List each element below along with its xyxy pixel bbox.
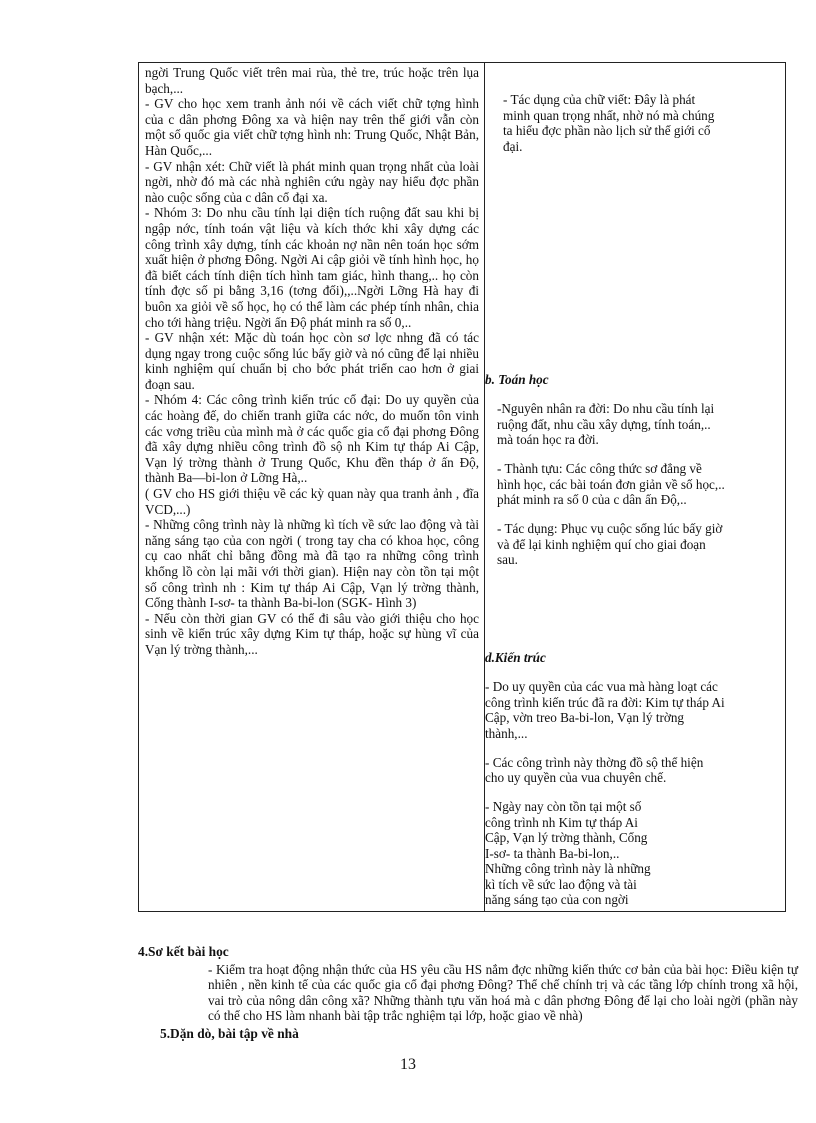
- architecture-heading: d.Kiến trúc: [485, 650, 546, 666]
- left-paragraph-7: ( GV cho HS giới thiệu về các kỳ quan này qua tranh ảnh , đĩa VCD,...): [145, 486, 479, 517]
- teacher-activity-column: [145, 65, 479, 658]
- left-paragraph-3: - GV nhận xét: Chữ viết là phát minh quan trọng nhất của loài ngời, nhờ đó mà các nhà nghiên cứu ngày nay hiểu đợc phần nào cuộc sống của c dân cổ đại xa.: [145, 158, 479, 205]
- lesson-footer: [138, 944, 798, 1042]
- architecture-item-3: - Ngày nay còn tồn tại một số công trình nh Kim tự tháp Ai Cập, Vạn lý trờng thành, Cổng I-sơ- ta thành Ba-bi-lon,.. Những công trình này là những kì tích về sức lao động và tài năng sáng tạo của con ngời: [485, 798, 651, 908]
- math-effect: - Tác dụng: Phục vụ cuộc sống lúc bấy giờ và để lại kinh nghiệm quí cho giai đoạn sau.: [497, 520, 723, 568]
- left-paragraph-4: - Nhóm 3: Do nhu cầu tính lại diện tích ruộng đất sau khi bị ngập nớc, tính toán vật liệu và kích thớc khi xây dựng các công trình xây dựng, tính các khoản nợ nần nên toán học sớm xuất hiện ở phơng Đông. Ngời Ai cập giỏi về tính hình học, họ đã biết cách tính diện tích hình tam giác, hình thang,.. họ còn tính đợc số pi bằng 3,16 (tơng đối),,..Ngời Lỡng Hà hay đi buôn xa giỏi về số học, họ có thể làm các phép tính nhân, chia cho tới hàng triệu. Ngời ấn Độ phát minh ra số 0,..: [145, 205, 479, 330]
- architecture-item-2: - Các công trình này thờng đồ sộ thể hiện cho uy quyền của vua chuyên chế.: [485, 754, 704, 786]
- left-paragraph-6: - Nhóm 4: Các công trình kiến trúc cổ đại: Do uy quyền của các hoàng đế, do chiến tranh giữa các nớc, do muốn tôn vinh các vơng triều của mình mà ở các quốc gia cổ đại phơng Đông đã xây dựng nhiều công trình đồ sộ nh Kim tự tháp Ai Cập, Vạn lý trờng thành ở Trung Quốc, Khu đền tháp ở ấn Độ, thành Ba—bi-lon ở Lỡng Hà,..: [145, 392, 479, 486]
- writing-effect-block: [503, 79, 725, 168]
- page-number: 13: [400, 1056, 416, 1073]
- left-paragraph-8: - Những công trình này là những kì tích về sức lao động và tài năng sáng tạo của con ngời ( trong tay cha có khoa học, công cụ cao nhất chỉ bằng đồng mà đã tạo ra những công trình khổng lồ còn lại mãi với thời gian). Hiện nay còn tồn tại một số công trình nh : Kim tự tháp Ai Cập, Vạn lý trờng thành, Cổng thành I-sơ- ta thành Ba-bi-lon (SGK- Hình 3): [145, 517, 479, 611]
- lesson-table: [138, 62, 786, 912]
- math-cause: -Nguyên nhân ra đời: Do nhu cầu tính lại ruộng đất, nhu cầu xây dựng, tính toán,.. mà toán học ra đời.: [497, 400, 715, 448]
- architecture-block: [485, 637, 725, 921]
- section-5-title: 5.Dặn dò, bài tập về nhà: [160, 1025, 299, 1041]
- math-achievements: - Thành tựu: Các công thức sơ đẳng về hình học, các bài toán đơn giản về số học,.. phát minh ra số 0 của c dân ấn Độ,..: [497, 460, 725, 508]
- section-4-title: 4.Sơ kết bài học: [138, 944, 229, 959]
- left-paragraph-9: - Nếu còn thời gian GV có thể đi sâu vào giới thiệu cho học sinh về kiến trúc xây dựng Kim tự tháp, hoặc sự hùng vĩ của Vạn lý trờng thành,...: [145, 610, 479, 657]
- math-block: [485, 359, 725, 581]
- left-paragraph-5: - GV nhận xét: Mặc dù toán học còn sơ lợc nhng đã có tác dụng ngay trong cuộc sống lúc bấy giờ và nó cũng để lại nhiều kinh nghiệm quí chuẩn bị cho bớc phát triển cao hơn ở giai đoạn sau.: [145, 330, 479, 392]
- architecture-item-1: - Do uy quyền của các vua mà hàng loạt các công trình kiến trúc đã ra đời: Kim tự tháp Ai Cập, vờn treo Ba-bi-lon, Vạn lý trờng thành,...: [485, 678, 725, 741]
- writing-effect-text: - Tác dụng của chữ viết: Đây là phát minh quan trọng nhất, nhờ nó mà chúng ta hiểu đợc phần nào lịch sử thế giới cổ đại.: [503, 92, 715, 154]
- left-paragraph-2: - GV cho học xem tranh ảnh nói về cách viết chữ tợng hình của c dân phơng Đông xa và hiện nay trên thế giới vẫn còn một số quốc gia viết chữ tợng hình nh: Trung Quốc, Nhật Bản, Hàn Quốc,...: [145, 96, 479, 158]
- left-paragraph-1: ngời Trung Quốc viết trên mai rùa, thẻ tre, trúc hoặc trên lụa bạch,...: [145, 65, 479, 96]
- section-4-body: - Kiểm tra hoạt động nhận thức của HS yêu cầu HS nắm đợc những kiến thức cơ bản của bài học: Điều kiện tự nhiên , nền kinh tế của các quốc gia cổ đại phơng Đông? Thể chế chính trị và các tầng lớp chính trong xã hội, vai trò của nông dân công xã? Những thành tựu văn hoá mà c dân phơng Đông để lại cho loài ngời (phần này có thể cho HS làm nhanh bài tập trắc nghiệm tại lớp, hoặc giao về nhà): [208, 961, 798, 1024]
- math-heading: b. Toán học: [485, 372, 549, 388]
